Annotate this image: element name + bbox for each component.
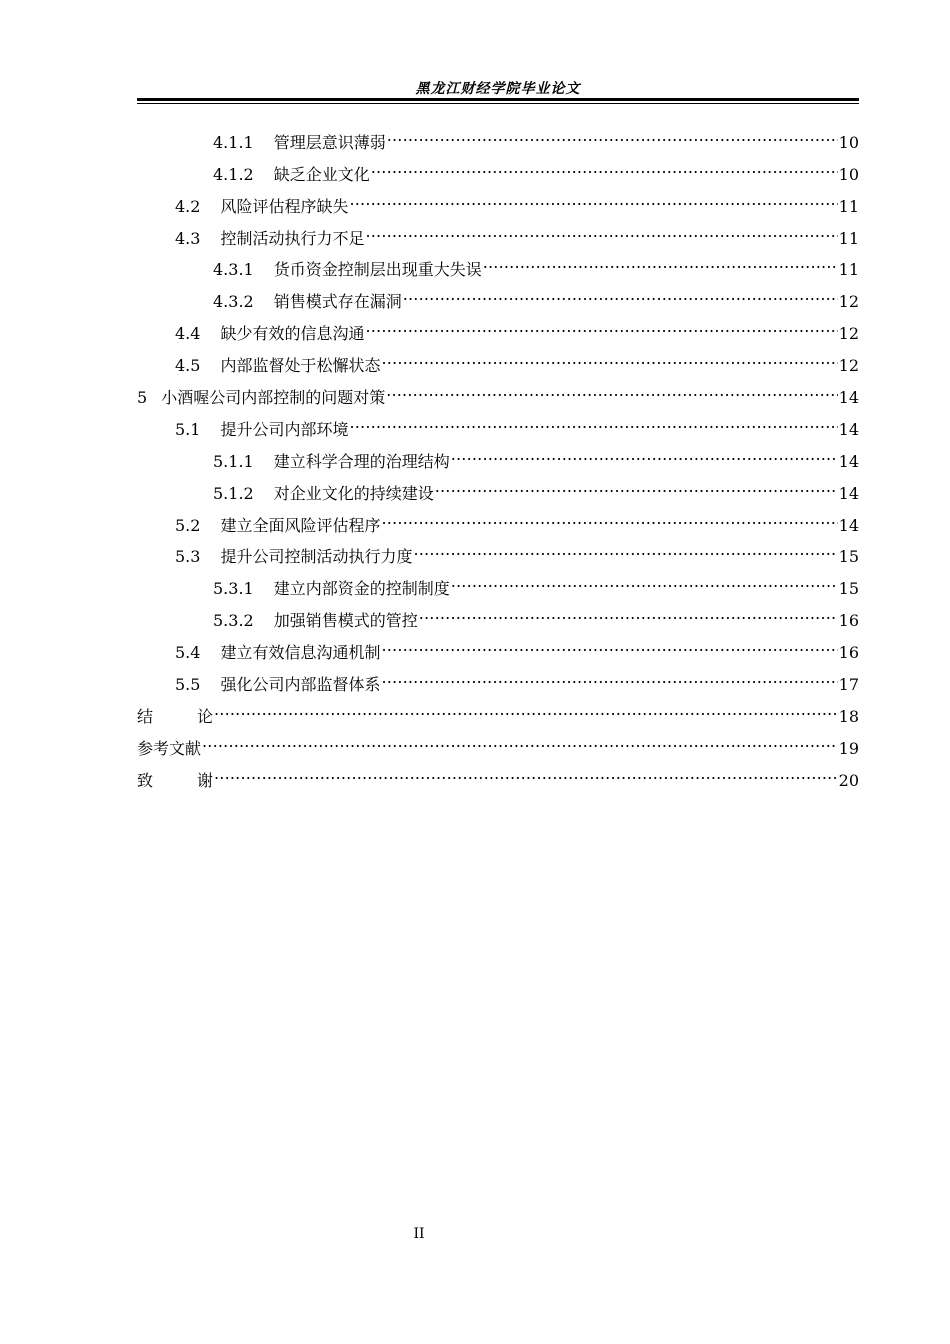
toc-entry-page: 14 — [838, 419, 859, 439]
toc-entry-number: 5.2 — [175, 515, 201, 535]
toc-entry-number: 5.5 — [175, 675, 201, 695]
header-rule-thick — [137, 98, 859, 101]
toc-dot-leader — [381, 339, 837, 371]
toc-entry-page: 12 — [838, 324, 859, 344]
toc-entry-number: 5 — [137, 388, 148, 408]
toc-entry-number: 5.3 — [175, 547, 201, 567]
toc-dot-leader — [435, 467, 838, 499]
toc-dot-leader — [419, 594, 838, 626]
toc-dot-leader — [451, 562, 838, 594]
toc-dot-leader — [381, 626, 837, 658]
toc-entry-title: 小酒喔公司内部控制的问题对策 — [161, 388, 386, 408]
toc-dot-leader — [413, 531, 837, 563]
toc-dot-leader — [365, 307, 837, 339]
toc-entry-number: 4.5 — [175, 356, 201, 376]
toc-entry-title: 管理层意识薄弱 — [273, 132, 386, 152]
toc-entry-title: 缺乏企业文化 — [273, 164, 370, 184]
toc-entry-number: 5.3.1 — [213, 579, 254, 599]
toc-entry-page: 11 — [838, 196, 859, 216]
toc-dot-leader — [214, 754, 838, 786]
toc-entry-page: 14 — [838, 483, 859, 503]
toc-dot-leader — [349, 180, 837, 212]
toc-entry-number: 5.4 — [175, 643, 201, 663]
toc-entry-number: 4.2 — [175, 196, 201, 216]
toc-entry-title: 强化公司内部监督体系 — [220, 675, 381, 695]
toc-entry-page: 14 — [838, 515, 859, 535]
toc-entry-number: 5.1 — [175, 419, 201, 439]
header-rule-thin — [137, 103, 859, 104]
toc-entry-page: 10 — [838, 132, 859, 152]
toc-entry-number: 4.1.1 — [213, 132, 254, 152]
toc-entry-title: 加强销售模式的管控 — [273, 611, 418, 631]
toc-entry-title: 致谢 — [137, 770, 258, 790]
toc-dot-leader — [381, 658, 837, 690]
toc-entry-title: 建立有效信息沟通机制 — [220, 643, 381, 663]
toc-entry-page: 17 — [838, 675, 859, 695]
toc-entry-title: 建立全面风险评估程序 — [220, 515, 381, 535]
toc-entry-number: 4.3.1 — [213, 260, 254, 280]
toc-entry-title: 提升公司内部环境 — [220, 419, 349, 439]
toc-entry-title: 参考文献 — [137, 738, 202, 758]
toc-dot-leader — [403, 275, 838, 307]
toc-entry[interactable] — [137, 754, 859, 790]
toc-entry-page: 12 — [838, 292, 859, 312]
toc-entry-number: 4.3.2 — [213, 292, 254, 312]
toc-dot-leader — [386, 371, 837, 403]
toc-entry-title: 对企业文化的持续建设 — [273, 483, 434, 503]
toc-entry-title: 提升公司控制活动执行力度 — [220, 547, 413, 567]
toc-entry[interactable] — [137, 722, 859, 758]
toc-entry-page: 15 — [838, 579, 859, 599]
toc-entry-page: 20 — [838, 770, 859, 790]
toc-entry-number: 4.1.2 — [213, 164, 254, 184]
toc-dot-leader — [371, 148, 838, 180]
toc-entry[interactable] — [137, 116, 859, 152]
running-header-title: 黑龙江财经学院毕业论文 — [415, 81, 581, 97]
toc-entry-number: 4.3 — [175, 228, 201, 248]
toc-entry-page: 16 — [838, 611, 859, 631]
toc-entry-page: 14 — [838, 388, 859, 408]
toc-entry-title: 控制活动执行力不足 — [220, 228, 365, 248]
footer-page-number: II — [413, 1226, 425, 1242]
toc-entry-page: 18 — [838, 706, 859, 726]
toc-dot-leader — [387, 116, 838, 148]
toc-dot-leader — [365, 212, 837, 244]
toc-dot-leader — [381, 499, 837, 531]
toc-entry-page: 12 — [838, 356, 859, 376]
toc-entry-number: 5.1.1 — [213, 451, 254, 471]
toc-entry-number: 5.3.2 — [213, 611, 254, 631]
toc-entry-number: 5.1.2 — [213, 483, 254, 503]
toc-entry-title: 销售模式存在漏洞 — [273, 292, 402, 312]
toc-entry-title: 结论 — [137, 706, 258, 726]
toc-entry-title: 内部监督处于松懈状态 — [220, 356, 381, 376]
toc-entry-page: 11 — [838, 260, 859, 280]
toc-entry-title: 缺少有效的信息沟通 — [220, 324, 365, 344]
toc-entry-page: 15 — [838, 547, 859, 567]
toc-entry-page: 11 — [838, 228, 859, 248]
toc-entry-title: 货币资金控制层出现重大失误 — [273, 260, 482, 280]
toc-entry-page: 14 — [838, 451, 859, 471]
toc-entry[interactable] — [137, 690, 859, 726]
toc-entry-page: 16 — [838, 643, 859, 663]
toc-entry-title: 建立科学合理的治理结构 — [273, 451, 450, 471]
toc-dot-leader — [202, 722, 838, 754]
toc-dot-leader — [483, 244, 838, 276]
toc-dot-leader — [214, 690, 838, 722]
toc-entry-number: 4.4 — [175, 324, 201, 344]
toc-entry-title: 风险评估程序缺失 — [220, 196, 349, 216]
toc-dot-leader — [349, 403, 837, 435]
toc-entry-page: 19 — [838, 738, 859, 758]
table-of-contents — [137, 116, 859, 790]
toc-dot-leader — [451, 435, 838, 467]
toc-entry-page: 10 — [838, 164, 859, 184]
toc-entry-title: 建立内部资金的控制制度 — [273, 579, 450, 599]
